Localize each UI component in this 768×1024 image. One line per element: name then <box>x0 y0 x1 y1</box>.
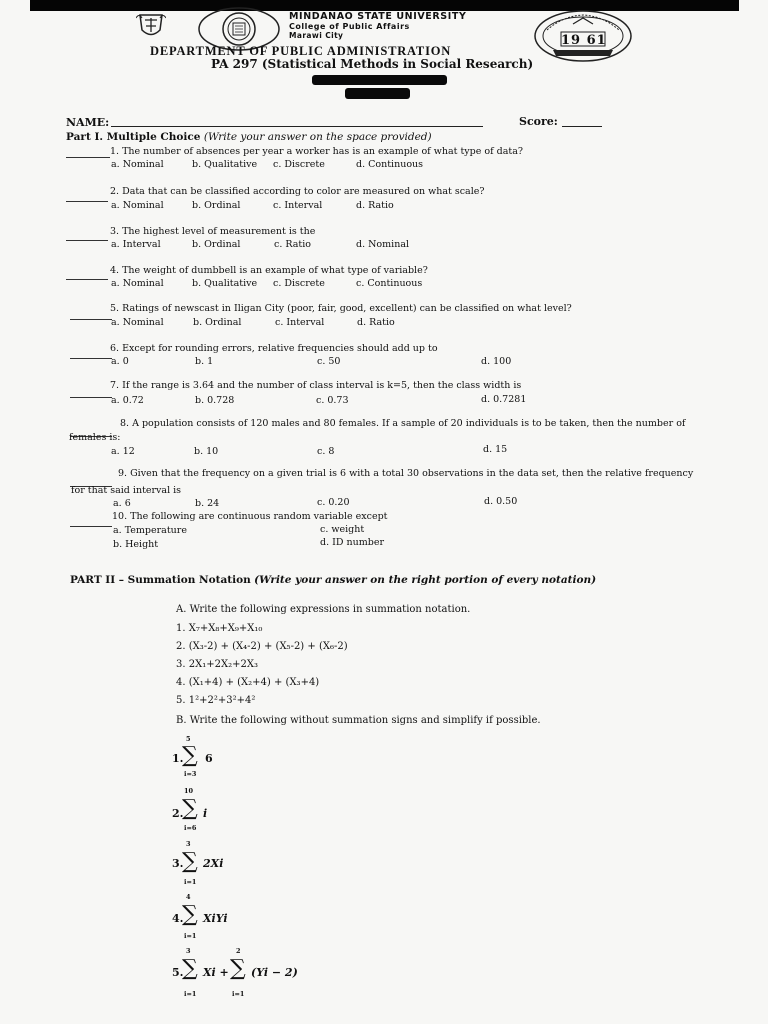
question-text: 1. The number of absences per year a worker has is an example of what type of data? <box>110 146 523 157</box>
option: b. Qualitative <box>192 159 258 170</box>
section-a-item: 4. (X₁+4) + (X₂+4) + (X₃+4) <box>176 677 320 688</box>
option: c. 0.73 <box>316 395 349 406</box>
option: b. Qualitative <box>192 278 258 289</box>
answer-blank[interactable] <box>66 192 108 205</box>
course-title: PA 297 (Statistical Methods in Social Research) <box>211 57 534 71</box>
option: a. Nominal <box>111 200 164 211</box>
option: c. Ratio <box>274 239 311 250</box>
option: a. Nominal <box>111 317 164 328</box>
section-a-heading: A. Write the following expressions in summation notation. <box>176 604 471 615</box>
option: c. 0.20 <box>317 497 350 508</box>
question-text-cont: females is: <box>69 432 121 443</box>
option: d. 0.7281 <box>481 394 527 405</box>
sum-upper-limit: 5 <box>186 735 191 743</box>
option: a. 12 <box>111 446 135 457</box>
option: a. 6 <box>113 498 131 509</box>
question-text-cont: for that said interval is <box>71 485 182 496</box>
item-number: 5. <box>172 966 184 979</box>
answer-blank[interactable] <box>66 270 108 283</box>
department-title: DEPARTMENT OF PUBLIC ADMINISTRATION <box>150 44 452 58</box>
option: c. 50 <box>317 356 341 367</box>
sum-upper-limit: 3 <box>186 840 191 848</box>
answer-blank[interactable] <box>70 310 112 323</box>
item-number: 4. <box>172 912 184 925</box>
section-a-item: 2. (X₃-2) + (X₄-2) + (X₅-2) + (X₆-2) <box>176 641 348 652</box>
score-field-line[interactable] <box>562 126 602 127</box>
sigma-symbol: ∑ <box>182 902 198 927</box>
option: d. 15 <box>483 444 508 455</box>
city-name: Marawi City <box>289 31 344 40</box>
part2-title: PART II – Summation Notation <box>70 574 251 586</box>
part2-instruction: (Write your answer on the right portion of every notation) <box>254 574 597 586</box>
option: a. 0.72 <box>111 395 144 406</box>
sum-lower-limit: i=1 <box>184 990 197 998</box>
sigma-symbol: ∑ <box>230 956 246 981</box>
part1-heading <box>66 131 432 143</box>
option: b. 1 <box>195 356 214 367</box>
option: c. Interval <box>275 317 325 328</box>
question-text: 10. The following are continuous random variable except <box>112 511 388 522</box>
option: c. Interval <box>273 200 323 211</box>
option: c. Continuous <box>356 278 423 289</box>
sum-upper-limit: 3 <box>186 947 191 955</box>
section-a-item: 1. X₇+X₈+X₉+X₁₀ <box>176 623 263 634</box>
part2-heading <box>70 574 596 586</box>
name-field-line[interactable] <box>111 126 483 127</box>
answer-blank[interactable] <box>66 231 108 244</box>
question-text: 9. Given that the frequency on a given trial is 6 with a total 30 observations in the data set, then the relative frequency <box>118 468 694 479</box>
question-text: 5. Ratings of newscast in Iligan City (poor, fair, good, excellent) can be classified on what level? <box>110 303 572 314</box>
sigma-symbol: ∑ <box>182 796 198 821</box>
answer-blank[interactable] <box>70 388 112 401</box>
university-crest-logo <box>136 12 166 40</box>
option: a. Nominal <box>111 278 164 289</box>
answer-blank[interactable] <box>70 349 112 362</box>
option: d. Ratio <box>357 317 395 328</box>
question-text: 2. Data that can be classified according to color are measured on what scale? <box>110 186 485 197</box>
question-text: 3. The highest level of measurement is the <box>110 226 316 237</box>
option: a. Temperature <box>113 525 187 536</box>
section-a-item: 3. 2X₁+2X₂+2X₃ <box>176 659 258 670</box>
option: c. 8 <box>317 446 335 457</box>
part1-title: Part I. Multiple Choice <box>66 131 201 143</box>
item-number: 2. <box>172 807 184 820</box>
option: b. 0.728 <box>195 395 235 406</box>
option: b. 10 <box>194 446 219 457</box>
college-name: College of Public Affairs <box>289 22 410 31</box>
question-text: 6. Except for rounding errors, relative frequencies should add up to <box>110 343 438 354</box>
score-label: Score: <box>519 115 558 128</box>
option: d. 100 <box>481 356 512 367</box>
sum-lower-limit: i=6 <box>184 824 197 832</box>
redaction-bar <box>345 88 410 99</box>
option: a. Nominal <box>111 159 164 170</box>
sum-lower-limit: i=1 <box>184 878 197 886</box>
option: c. Discrete <box>273 159 325 170</box>
question-text: 8. A population consists of 120 males and 80 females. If a sample of 20 individuals is to be taken, then the number of <box>120 418 686 429</box>
option: c. weight <box>320 524 365 535</box>
answer-blank[interactable] <box>70 517 112 530</box>
question-text: 4. The weight of dumbbell is an example of what type of variable? <box>110 265 428 276</box>
section-a-item: 5. 1²+2²+3²+4² <box>176 695 256 706</box>
redaction-bar <box>312 75 447 85</box>
sum-expression: (Yi − 2) <box>251 966 298 979</box>
sigma-symbol: ∑ <box>182 956 198 981</box>
option: b. Ordinal <box>192 239 241 250</box>
option: c. Discrete <box>273 278 325 289</box>
answer-blank[interactable] <box>66 148 110 161</box>
university-name: MINDANAO STATE UNIVERSITY <box>289 11 467 22</box>
sum-upper-limit: 2 <box>236 947 241 955</box>
option: d. ID number <box>320 537 384 548</box>
sum-lower-limit: i=3 <box>184 770 197 778</box>
sum-expression: 6 <box>205 752 213 765</box>
option: b. Height <box>113 539 159 550</box>
sigma-symbol: ∑ <box>182 849 198 874</box>
sum-expression: Xi + <box>203 966 229 979</box>
option: a. Interval <box>111 239 161 250</box>
question-text: 7. If the range is 3.64 and the number of class interval is k=5, then the class width is <box>110 380 522 391</box>
name-label: NAME: <box>66 116 110 129</box>
sum-upper-limit: 10 <box>184 787 194 795</box>
item-number: 3. <box>172 857 184 870</box>
sum-expression: XiYi <box>203 912 228 925</box>
option: d. Nominal <box>356 239 410 250</box>
option: b. 24 <box>195 498 220 509</box>
option: d. 0.50 <box>484 496 518 507</box>
item-number: 1. <box>172 752 184 765</box>
section-b-heading: B. Write the following without summation signs and simplify if possible. <box>176 715 541 726</box>
sigma-symbol: ∑ <box>182 743 198 768</box>
sum-expression: i <box>203 807 208 820</box>
option: d. Continuous <box>356 159 424 170</box>
option: b. Ordinal <box>193 317 242 328</box>
part1-instruction: (Write your answer on the space provided) <box>203 131 432 143</box>
option: b. Ordinal <box>192 200 241 211</box>
sum-expression: 2Xi <box>203 857 224 870</box>
option: a. 0 <box>111 356 129 367</box>
seal-year: 19 61 <box>561 33 607 48</box>
sum-lower-limit: i=1 <box>232 990 245 998</box>
option: d. Ratio <box>356 200 394 211</box>
sum-lower-limit: i=1 <box>184 932 197 940</box>
sum-upper-limit: 4 <box>186 893 191 901</box>
